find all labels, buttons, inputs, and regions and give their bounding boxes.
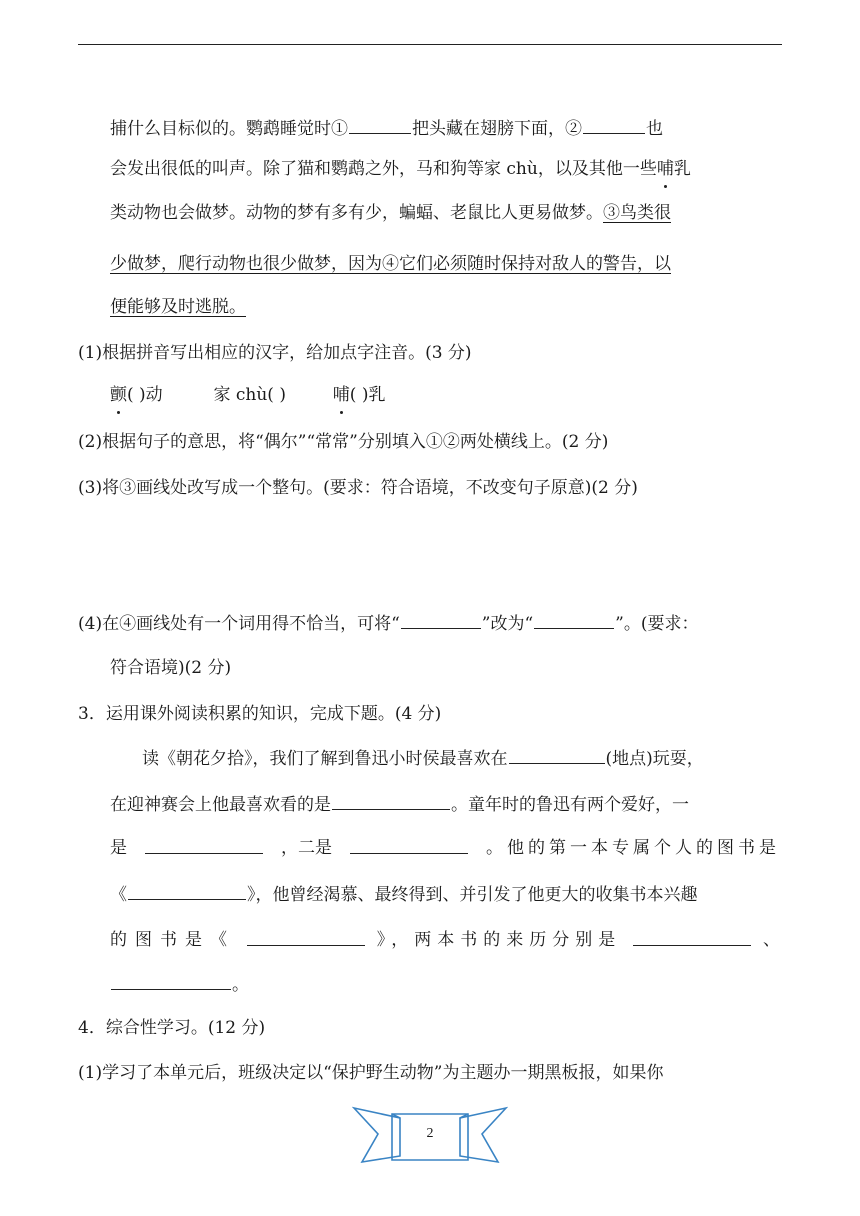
page-number-badge (352, 1104, 508, 1170)
pinyin-answer-1[interactable]: ( )动 (127, 385, 163, 405)
blank-2[interactable] (583, 116, 645, 134)
page-number: 2 (426, 1126, 434, 1141)
question-text: 。 (232, 975, 249, 995)
passage-text: 会发出很低的叫声。除了猫和鹦鹉之外，马和狗等家 chù，以及其他一些 (110, 159, 657, 179)
passage-text: 类动物也会做梦。动物的梦有多有少，蝙蝠、老鼠比人更易做梦。 (110, 203, 603, 223)
question-2-3: (3)将③画线处改写成一个整句。(要求：符合语境，不改变句子原意)(2 分) (78, 478, 638, 498)
question-text: ”改为“ (481, 614, 534, 634)
passage-line-5: 便能够及时逃脱。 (110, 297, 246, 317)
question-text: 在迎神赛会上他最喜欢看的是 (110, 795, 331, 815)
blank-place[interactable] (509, 746, 605, 764)
q3-line-2 (110, 792, 689, 817)
q3-line-5 (110, 928, 780, 952)
question-3-title: 3．运用课外阅读积累的知识，完成下题。(4 分) (78, 704, 442, 724)
q3-line-3 (110, 836, 780, 860)
passage-line-1 (110, 116, 663, 141)
question-4-1: (1)学习了本单元后，班级决定以“保护野生动物”为主题办一期黑板报，如果你 (78, 1063, 664, 1083)
dotted-char: 颤 (110, 385, 127, 405)
blank-word-to[interactable] (534, 611, 614, 629)
question-text: 》，两本书的来历分别是 (376, 930, 622, 950)
passage-line-2 (110, 157, 691, 181)
blank-book-1[interactable] (128, 882, 246, 900)
question-text: 读《朝花夕拾》，我们了解到鲁迅小时侯最喜欢在 (142, 749, 508, 769)
question-text: 。他的第一本专属个人的图书是 (486, 838, 780, 858)
blank-word-from[interactable] (401, 611, 481, 629)
question-text: 、 (763, 930, 780, 950)
underlined-sentence: ③鸟类很 (603, 203, 671, 223)
question-text: ”。(要求： (615, 614, 699, 634)
question-2-1: (1)根据拼音写出相应的汉字，给加点字注音。(3 分) (78, 343, 472, 363)
q3-line-6 (110, 972, 249, 997)
blank-hobby-1[interactable] (145, 836, 263, 854)
dotted-char: 哺 (656, 159, 674, 179)
question-text: ，二是 (281, 838, 332, 858)
pinyin-answer-2[interactable]: 家 chù( ) (213, 385, 286, 405)
header-rule (78, 44, 782, 45)
pinyin-items (110, 383, 385, 407)
question-2-4-cont: 符合语境)(2 分) (110, 658, 232, 678)
question-2-2: (2)根据句子的意思，将“偶尔”“常常”分别填入①②两处横线上。(2 分) (78, 432, 609, 452)
dotted-char: 哺 (332, 385, 350, 405)
question-text: 。童年时的鲁迅有两个爱好，一 (451, 795, 689, 815)
q3-line-4 (110, 882, 698, 907)
q3-line-1 (142, 746, 704, 771)
blank-origin-2[interactable] (111, 972, 231, 990)
question-2-4 (78, 611, 699, 636)
passage-text: 也 (646, 119, 663, 139)
question-text: (4)在④画线处有一个词用得不恰当，可将“ (78, 614, 400, 634)
passage-text: 捕什么目标似的。鹦鹉睡觉时① (110, 119, 348, 139)
blank-origin-1[interactable] (633, 928, 751, 946)
blank-1[interactable] (349, 116, 411, 134)
question-text: 的图书是《 (110, 930, 235, 950)
question-text: (地点)玩耍， (605, 749, 704, 769)
question-text: 是 (110, 838, 127, 858)
blank-book-2[interactable] (247, 928, 365, 946)
pinyin-answer-3[interactable]: ( )乳 (349, 385, 386, 405)
blank-show[interactable] (332, 792, 450, 810)
passage-line-3 (110, 201, 671, 225)
passage-text: 乳 (673, 159, 691, 179)
passage-line-4: 少做梦，爬行动物也很少做梦，因为④它们必须随时保持对敌人的警告，以 (110, 254, 671, 274)
blank-hobby-2[interactable] (350, 836, 468, 854)
question-4-title: 4．综合性学习。(12 分) (78, 1018, 266, 1038)
question-text: 《 (110, 885, 127, 905)
passage-text: 把头藏在翅膀下面，② (412, 119, 582, 139)
question-text: 》，他曾经渴慕、最终得到、并引发了他更大的收集书本兴趣 (247, 885, 698, 905)
